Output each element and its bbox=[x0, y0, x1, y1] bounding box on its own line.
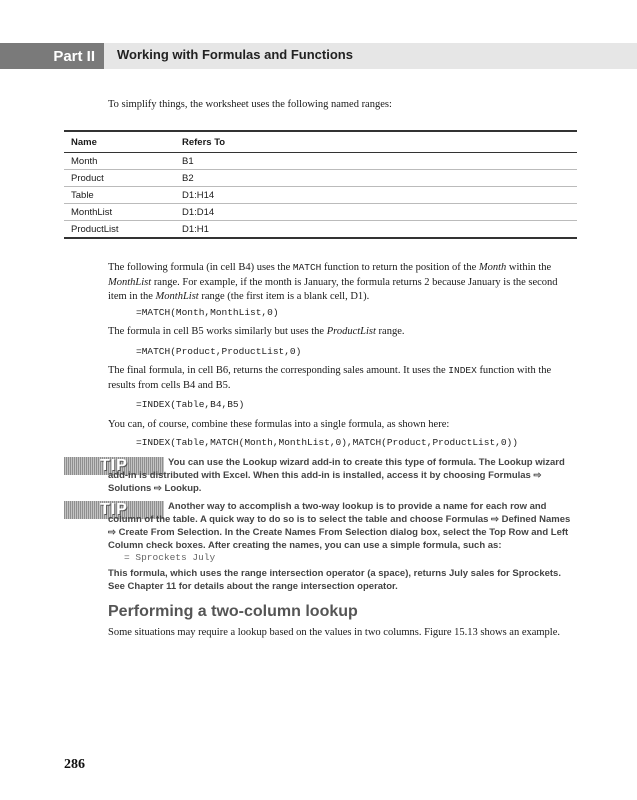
table-row bbox=[64, 170, 577, 187]
function-name-match: MATCH bbox=[292, 262, 322, 273]
range-name: MonthList bbox=[64, 204, 175, 221]
column-header-refers-to: Refers To bbox=[175, 131, 577, 153]
range-reference: D1:H1 bbox=[175, 221, 577, 239]
chapter-title: Working with Formulas and Functions bbox=[117, 47, 353, 62]
formula-index: =INDEX(Table,B4,B5) bbox=[136, 399, 245, 410]
named-ranges-table bbox=[64, 130, 577, 239]
range-reference: D1:D14 bbox=[175, 204, 577, 221]
range-name: Month bbox=[64, 153, 175, 170]
tip-badge: TIP bbox=[64, 457, 164, 475]
formula-match-product: =MATCH(Product,ProductList,0) bbox=[136, 346, 302, 357]
tip-badge: TIP bbox=[64, 501, 164, 519]
range-reference: B2 bbox=[175, 170, 577, 187]
table-header-row bbox=[64, 131, 577, 153]
table-row bbox=[64, 153, 577, 170]
page-number: 286 bbox=[64, 757, 85, 772]
range-name: Product bbox=[64, 170, 175, 187]
formula-match-month: =MATCH(Month,MonthList,0) bbox=[136, 307, 279, 318]
index-explanation-paragraph: The final formula, in cell B6, returns the corresponding sales amount. It uses the INDEX function with the results from cells B4 and B5. bbox=[108, 365, 552, 391]
b5-paragraph: The formula in cell B5 works similarly but uses the ProductList range. bbox=[108, 326, 405, 337]
part-header bbox=[0, 43, 637, 69]
column-header-name: Name bbox=[64, 131, 175, 153]
tip-lookup-wizard-text: You can use the Lookup wizard add-in to create this type of formula. The Lookup wizard add-in is distributed with Excel. When this add-in is installed, access it by choosing Formulas ⇨ Solutions ⇨ Lookup. bbox=[108, 457, 565, 494]
table-row bbox=[64, 187, 577, 204]
match-explanation-paragraph: The following formula (in cell B4) uses the MATCH function to return the position of the Month within the MonthList range. For example, if the month is January, the formula returns 2 because January is the second item in the MonthList range (the first item is a blank cell, D1). bbox=[108, 262, 558, 302]
range-reference: D1:H14 bbox=[175, 187, 577, 204]
range-name: Table bbox=[64, 187, 175, 204]
tip-intersection-formula: = Sprockets July bbox=[124, 552, 216, 563]
combine-paragraph: You can, of course, combine these formulas into a single formula, as shown here: bbox=[108, 419, 450, 430]
function-name-index: INDEX bbox=[448, 365, 477, 376]
tip-intersection-explanation: This formula, which uses the range intersection operator (a space), returns July sales for Sprockets. See Chapter 11 for details about the range intersection operator. bbox=[108, 568, 561, 592]
intro-paragraph: To simplify things, the worksheet uses the following named ranges: bbox=[108, 99, 392, 110]
table-row bbox=[64, 204, 577, 221]
formula-combined: =INDEX(Table,MATCH(Month,MonthList,0),MATCH(Product,ProductList,0)) bbox=[136, 437, 518, 448]
section-intro-paragraph: Some situations may require a lookup based on the values in two columns. Figure 15.13 shows an example. bbox=[108, 627, 561, 638]
table-row bbox=[64, 221, 577, 239]
range-name: ProductList bbox=[64, 221, 175, 239]
part-label: Part II bbox=[0, 43, 104, 69]
range-reference: B1 bbox=[175, 153, 577, 170]
tip-named-ranges-text: Another way to accomplish a two-way lookup is to provide a name for each row and column of the table. A quick way to do so is to select the table and choose Formulas ⇨ Defined Names ⇨ Create From Selection. In the Create Names From Selection dialog box, select the Top Row and Left Column check boxes. After creating the names, you can use a simple formula, such as: bbox=[108, 501, 571, 551]
section-heading: Performing a two-column lookup bbox=[108, 603, 358, 620]
